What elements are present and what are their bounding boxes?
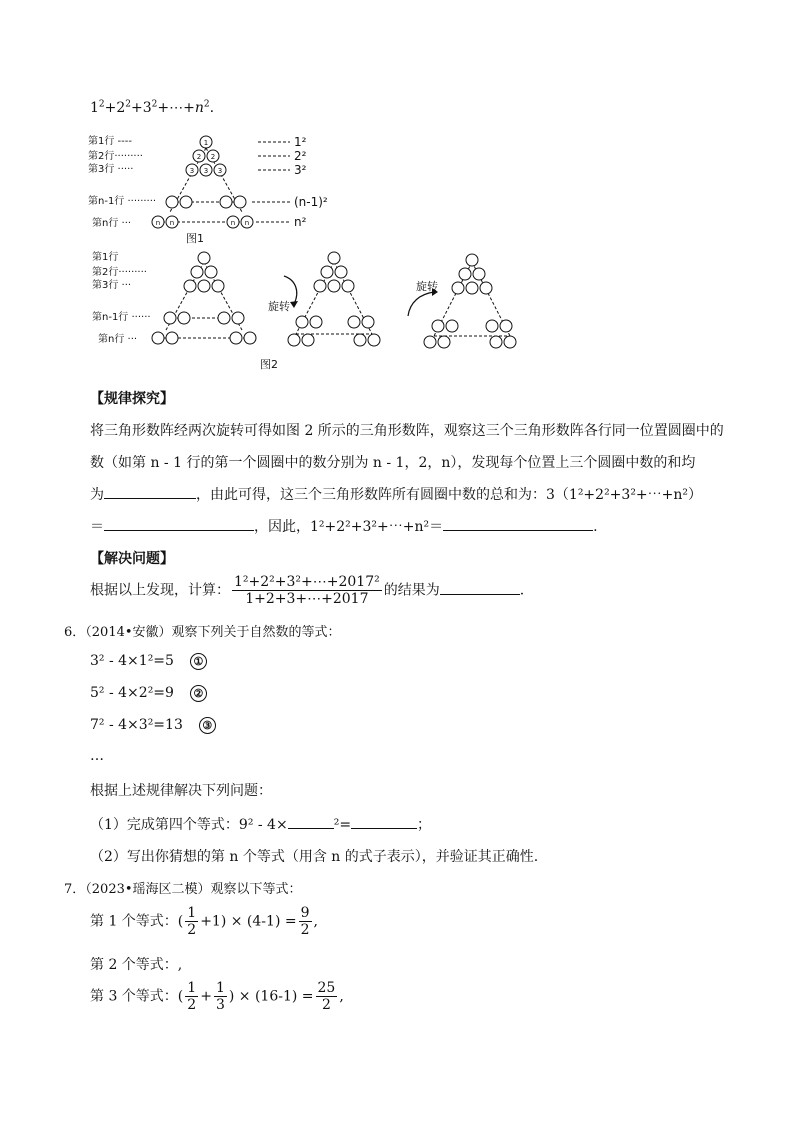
compute-line: 根据以上发现，计算： $\frac{\text{1²+2²+3²+⋯+2017²}}{1+2+3+\cdots+2017}$ 的结果为 . [90,574,525,607]
instruction: 根据上述规律解决下列问题： [90,783,272,799]
fraction: $\frac{\text{1²+2²+3²+⋯+2017²}}{1+2+3+\cdots+2017}$ [234,574,380,607]
fig2-row-label: 第2行········· [92,267,147,278]
figure-2 [90,246,530,378]
answer-blank[interactable] [351,814,417,829]
answer-blank[interactable] [440,580,520,595]
rotate-label: 旋转 [268,300,290,313]
equation-row: 7² - 4×3²=13 ③ [90,717,216,734]
svg-text:2: 2 [196,153,202,161]
paragraph-line: 为 ，由此可得，这三个三角形数阵所有圆圈中数的总和为：3（1²+2²+3²+⋯+n²） [90,484,702,504]
svg-text:3: 3 [217,167,223,175]
fig1-right-label: (n-1)² [294,195,328,209]
equation-2: 第 2 个等式：, [90,957,183,973]
question-6-title: 6．（2014•安徽）观察下列关于自然数的等式： [64,625,341,640]
equation-1: 第 1 个等式：( $\frac{1}{2}$ +1) × (4-1) = $\frac{9}{2}$ , [90,905,318,938]
svg-text:n: n [155,219,161,227]
paragraph-line: ＝ ，因此，1²+2²+3²+⋯+n²＝ . [90,516,598,536]
top-formula: $1^2+2^2+3^2+\cdots+n^2$. [90,99,215,116]
question-7-title: 7．（2023•瑶海区二模）观察以下等式： [64,882,302,897]
answer-blank[interactable] [288,814,334,829]
svg-text:2: 2 [210,153,216,161]
answer-blank[interactable] [104,516,254,531]
fig1-row-label: 第1行 ---- [88,136,132,147]
fig2-row-label: 第n-1行 ······ [92,312,151,323]
svg-text:3: 3 [189,167,195,175]
fig2-row-label: 第n行 ··· [98,334,138,345]
paragraph-line: 数（如第 n - 1 行的第一个圆圈中的数分别为 n - 1，2，n），发现每个位置上三个圆圈中数的和均 [90,455,696,471]
fig1-row-label: 第2行········· [88,151,143,162]
fig2-row-label: 第3行 ··· [92,280,132,291]
answer-blank[interactable] [104,484,196,499]
fig1-right-label: n² [294,215,307,229]
equation-row: 3² - 4×1²=5 ① [90,653,207,670]
fig1-row-label: 第n-1行 ········· [88,196,157,207]
figure-1 [86,128,376,250]
paragraph-line: 将三角形数阵经两次旋转可得如图 2 所示的三角形数阵，观察这三个三角形数阵各行同一位置圆圈中的 [90,423,724,439]
equation-row: 5² - 4×2²=9 ② [90,685,207,702]
fig2-caption: 图2 [260,358,278,371]
ellipsis: … [90,748,104,764]
svg-text:n: n [230,219,236,227]
fig1-right-label: 3² [294,163,307,177]
answer-blank[interactable] [443,516,593,531]
rotate-label: 旋转 [416,280,438,293]
fig1-row-label: 第n行 ··· [92,218,132,229]
svg-text:1: 1 [203,139,209,147]
section-heading-solve: 【解决问题】 [90,551,174,567]
equation-3: 第 3 个等式：( $\frac{1}{2}$ + $\frac{1}{3}$ ) × (16-1) = $\frac{25}{2}$ , [90,980,344,1013]
fig2-row-label: 第1行 [92,252,119,263]
fig1-right-label: 2² [294,149,307,163]
fig1-right-label: 1² [294,135,307,149]
svg-text:3: 3 [203,167,209,175]
sub-question-2: （2）写出你猜想的第 n 个等式（用含 n 的式子表示），并验证其正确性. [90,849,539,865]
svg-text:n: n [244,219,250,227]
fig1-row-label: 第3行 ····· [88,164,134,175]
fig1-caption: 图1 [186,232,204,245]
section-heading-explore: 【规律探究】 [90,391,174,407]
sub-question-1: （1）完成第四个等式：9² - 4× ²= ； [90,814,431,834]
svg-text:n: n [169,219,175,227]
